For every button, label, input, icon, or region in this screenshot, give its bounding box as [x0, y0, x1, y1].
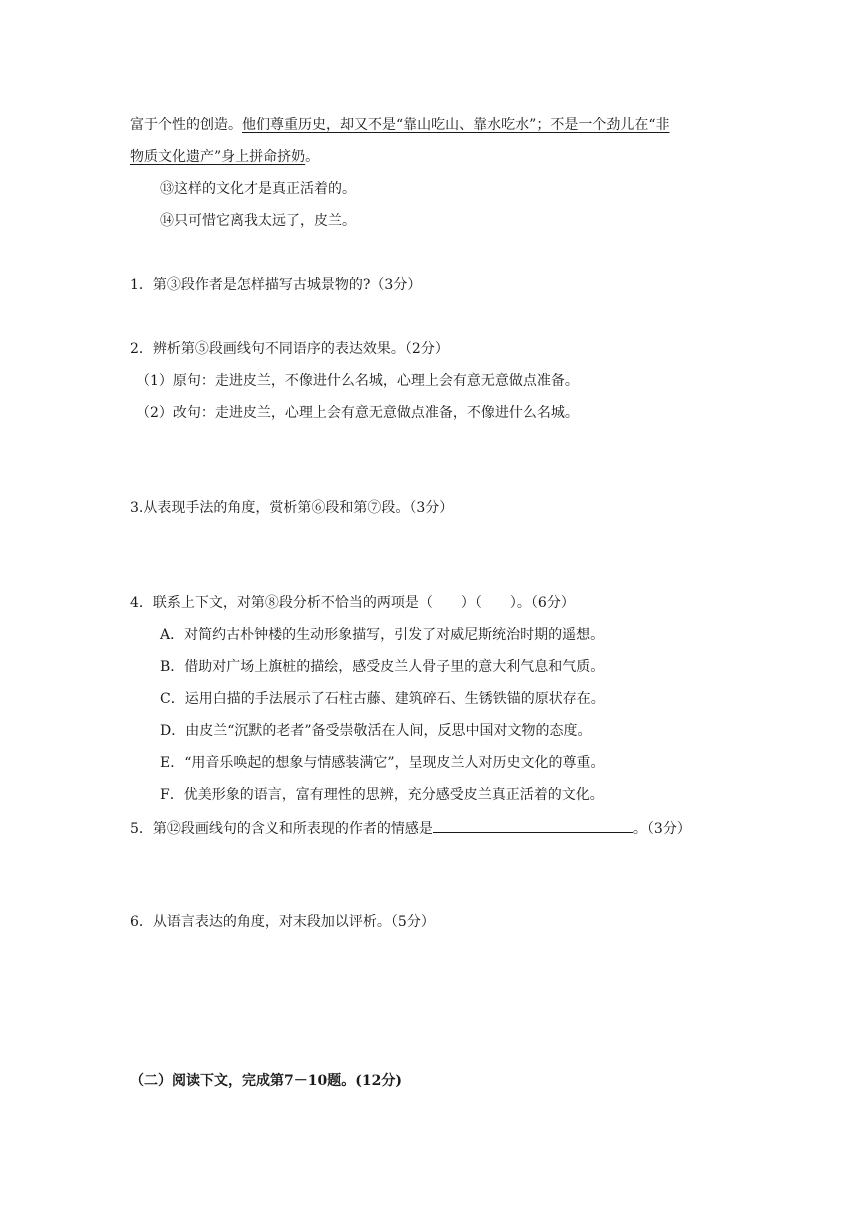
underlined-sentence: 他们尊重历史，却又不是“靠山吃山、靠水吃水”；不是一个劲儿在“非: [242, 117, 670, 133]
question-5: [130, 818, 691, 838]
question-4-option-b: B．借助对广场上旗桩的描绘，感受皮兰人骨子里的意大利气息和气质。: [160, 659, 605, 675]
paragraph-14: ⑭只可惜它离我太远了，皮兰。: [160, 213, 356, 229]
passage-line-2: [130, 148, 319, 166]
question-4-option-f: F．优美形象的语言，富有理性的思辨，充分感受皮兰真正活着的文化。: [160, 787, 604, 803]
question-6: 6．从语言表达的角度，对末段加以评析。（5分）: [130, 914, 435, 930]
question-2: 2．辨析第⑤段画线句不同语序的表达效果。（2分）: [130, 341, 449, 357]
question-4-option-c: C．运用白描的手法展示了石柱古藤、建筑碎石、生锈铁锚的原状存在。: [160, 691, 605, 707]
question-4: 4．联系上下文，对第⑧段分析不恰当的两项是（ ）（ ）。（6分）: [130, 595, 575, 611]
answer-blank[interactable]: [433, 818, 633, 833]
section-2-heading: （二）阅读下文，完成第7－10题。(12分): [130, 1073, 402, 1089]
question-2-original: （1）原句：走进皮兰，不像进什么名城，心理上会有意无意做点准备。: [136, 373, 579, 389]
paragraph-13: ⑬这样的文化才是真正活着的。: [160, 181, 356, 197]
question-4-option-e: E．“用音乐唤起的想象与情感装满它”，呈现皮兰人对历史文化的尊重。: [160, 755, 605, 771]
passage-text: 。: [305, 149, 320, 165]
question-5-score: 。（3分）: [632, 821, 691, 837]
question-3: 3.从表现手法的角度，赏析第⑥段和第⑦段。（3分）: [130, 500, 454, 516]
question-1: 1．第③段作者是怎样描写古城景物的?（3分）: [130, 277, 422, 293]
question-5-text: 5．第⑫段画线句的含义和所表现的作者的情感是: [130, 821, 433, 837]
passage-line-1: [130, 116, 669, 134]
question-4-option-a: A．对简约古朴钟楼的生动形象描写，引发了对威尼斯统治时期的遥想。: [160, 627, 605, 643]
underlined-sentence: 物质文化遗产”身上拼命挤奶: [130, 149, 306, 165]
passage-text: 富于个性的创造。: [130, 117, 242, 133]
question-2-revised: （2）改句：走进皮兰，心理上会有意无意做点准备，不像进什么名城。: [136, 405, 579, 421]
question-4-option-d: D．由皮兰“沉默的老者”备受崇敬活在人间，反思中国对文物的态度。: [160, 723, 592, 739]
